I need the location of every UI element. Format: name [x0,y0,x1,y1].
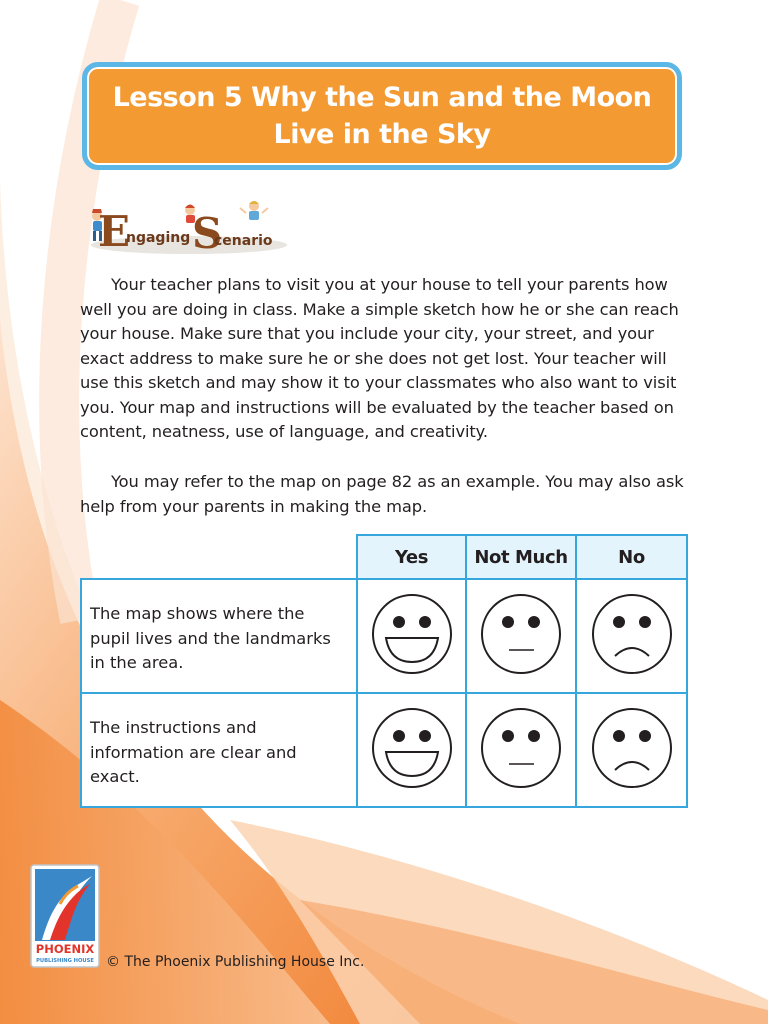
rubric-cell-not-much[interactable] [466,693,576,807]
svg-text:E: E [98,207,131,256]
rubric-cell-not-much[interactable] [466,579,576,693]
rubric-header-blank [81,535,357,579]
rubric-criterion: The instructions and information are clear and exact. [81,693,357,807]
happy-face-icon [370,706,454,790]
lesson-title-line-2: Live in the Sky [273,119,491,150]
happy-face-icon [370,592,454,676]
scenario-paragraph: Your teacher plans to visit you at your house to tell your parents how well you are doing in class. Make a simple sketch how he or she can reach your house. Make sure that you include your city, your street, and your exact address to make sure he or she does not get lost. Your teacher will use this sketch and may show it to your classmates who also want to visit you. Your map and instructions will be evaluated by the teacher based on content, neatness, use of language, and creativity. [80,275,679,441]
rubric-row [81,693,687,807]
phoenix-publisher-logo [30,864,100,968]
svg-text:S: S [192,209,223,258]
rubric-cell-yes[interactable] [357,693,466,807]
sad-face-icon [590,706,674,790]
self-assessment-rubric [80,534,688,808]
svg-text:ngaging: ngaging [126,230,191,246]
lesson-title-line-1: Lesson 5 Why the Sun and the Moon [112,82,652,113]
neutral-face-icon [479,706,563,790]
rubric-header-no: No [576,535,687,579]
rubric-header-yes: Yes [357,535,466,579]
rubric-header-not-much: Not Much [466,535,576,579]
svg-text:cenario: cenario [214,233,273,249]
kid-right-icon [240,201,268,220]
engaging-scenario-logo [84,198,294,258]
lesson-title-banner [82,62,682,170]
copyright-text: © The Phoenix Publishing House Inc. [106,954,365,970]
svg-text:PUBLISHING HOUSE: PUBLISHING HOUSE [36,958,94,964]
rubric-cell-no[interactable] [576,579,687,693]
sad-face-icon [590,592,674,676]
rubric-criterion: The map shows where the pupil lives and the landmarks in the area. [81,579,357,693]
reference-paragraph: You may refer to the map on page 82 as an example. You may also ask help from your parents in making the map. [80,472,684,516]
rubric-row [81,579,687,693]
rubric-header-row [81,535,687,579]
rubric-cell-yes[interactable] [357,579,466,693]
neutral-face-icon [479,592,563,676]
svg-text:PHOENIX: PHOENIX [35,942,95,956]
rubric-cell-no[interactable] [576,693,687,807]
